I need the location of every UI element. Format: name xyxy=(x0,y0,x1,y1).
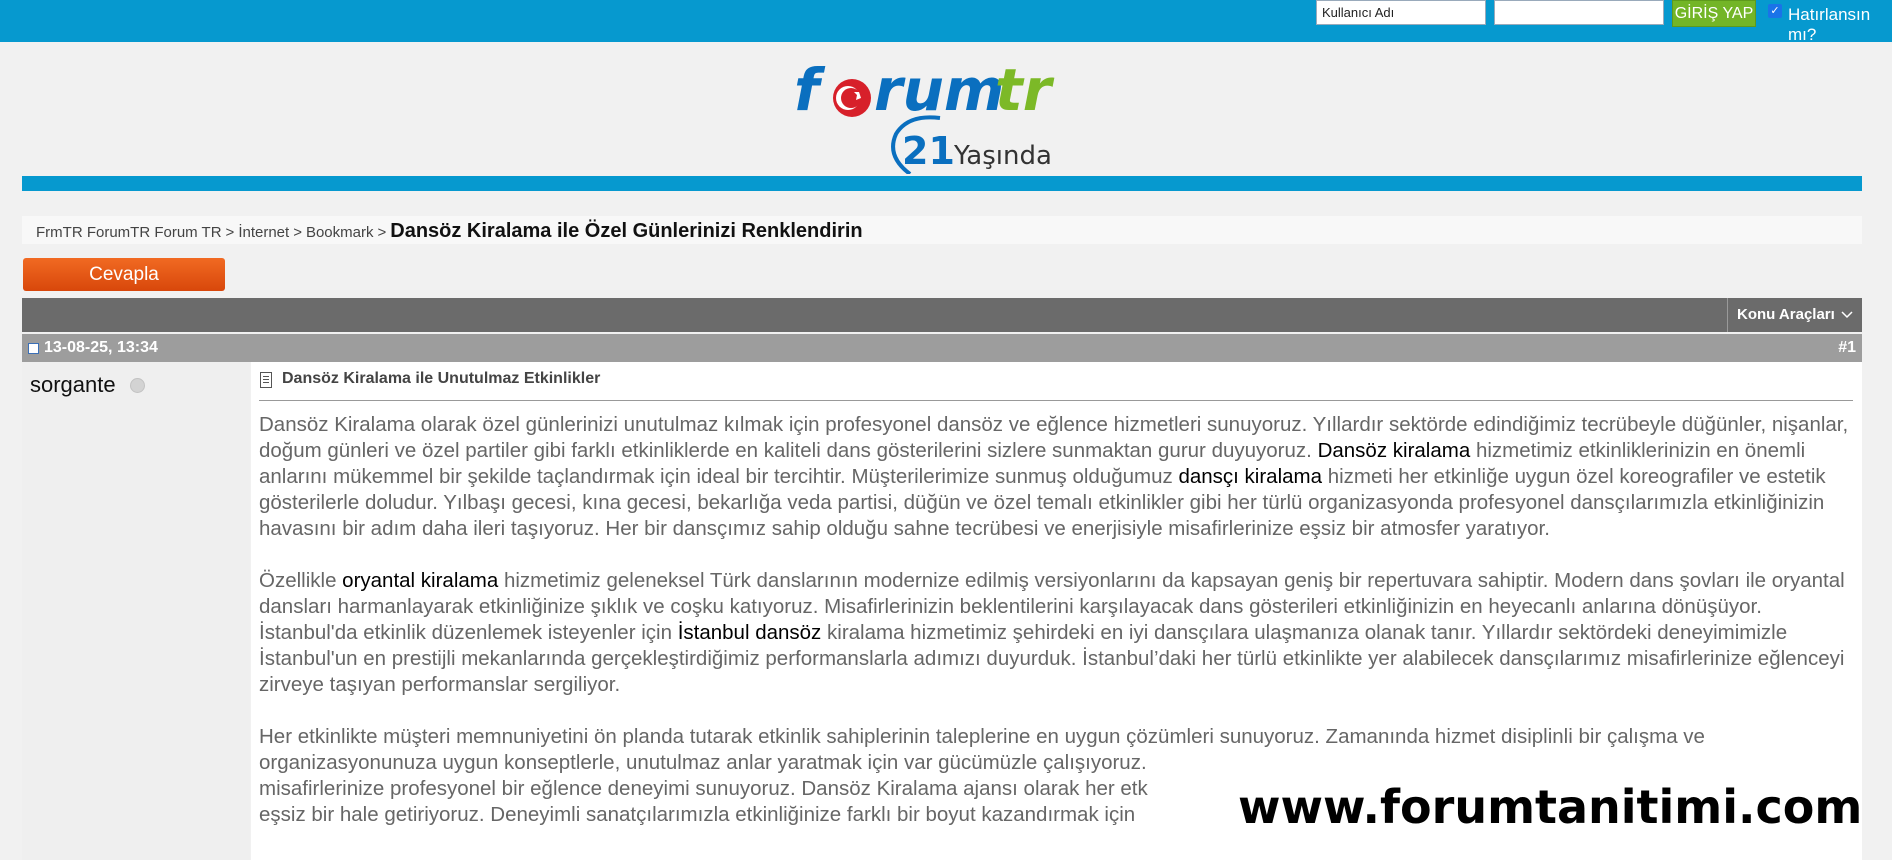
post-text: Özellikle xyxy=(259,569,337,592)
svg-text:rum: rum xyxy=(874,56,1005,124)
username-input[interactable]: Kullanıcı Adı xyxy=(1316,0,1486,25)
watermark-banner: www.forumtanitimi.com xyxy=(1238,780,1863,834)
post-title-divider xyxy=(259,400,1853,401)
post-number-link[interactable]: #1 xyxy=(1838,339,1856,356)
document-icon xyxy=(260,372,272,388)
post-paragraph xyxy=(259,568,1859,698)
post-text: misafirlerinize profesyonel bir eğlence deneyimi sunuyoruz. Dansöz Kiralama ajansı olarak her etk xyxy=(259,777,1148,800)
post-title: Dansöz Kiralama ile Unutulmaz Etkinlikler xyxy=(282,370,601,387)
oryantal-kiralama-link[interactable]: oryantal kiralama xyxy=(342,569,499,592)
breadcrumb-separator: > xyxy=(377,224,387,241)
thread-tools-menu[interactable] xyxy=(1727,298,1862,332)
breadcrumb-link-home[interactable]: FrmTR ForumTR Forum TR xyxy=(36,224,222,241)
page-title: Dansöz Kiralama ile Özel Günlerinizi Renklendirin xyxy=(390,220,863,242)
breadcrumb-link-bookmark[interactable]: Bookmark xyxy=(305,224,374,241)
dansci-kiralama-link[interactable]: dansçı kiralama xyxy=(1178,465,1322,488)
remember-checkbox[interactable]: ✓ xyxy=(1768,4,1782,18)
svg-text:21: 21 xyxy=(902,129,955,173)
post-text: kiralama hizmetimiz şehirdeki en iyi dansçılara ulaşmanıza olanak tanır. Yıllardır sektördeki deneyimimizle İstanbul'un en prestijli mekanlarında gerçekleştirdiğimiz performanslarla adımızı duyurduk. İstanbul’daki her türlü etkinlikte yer alabilecek dansçılarımız misafirlerinize eğlenceyi zirveye taşıyan performanslar sergiliyor. xyxy=(259,621,1845,696)
post-author-panel xyxy=(22,362,250,860)
svg-text:f: f xyxy=(794,56,820,124)
header-divider xyxy=(22,176,1862,191)
post-text: hizmetimiz etkinliklerinizin en önemli anlarını mükemmel bir şekilde taçlandırmak için ideal bir tercihtir. Müşterilerimize sunmuş olduğumuz xyxy=(259,439,1806,488)
post-text: hizmeti her etkinliğe uygun özel koreografiler ve estetik gösterilerle doludur. Yılbaşı gecesi, kına gecesi, bekarlığa veda partisi, düğün ve özel temalı etkinlikler gibi her türlü organizasyonda profesyonel dansçılarımızla etkinliğinizin havasını bir adım daha ileri taşıyoruz. Her bir dansçımız sahip olduğu sahne tecrübesi ve enerjisiyle misafirlerinize eşsiz bir atmosfer yaratıyor. xyxy=(259,465,1826,540)
svg-text:Yaşında: Yaşında xyxy=(954,141,1052,171)
istanbul-dansoz-link[interactable]: İstanbul dansöz xyxy=(677,621,822,644)
author-username[interactable]: sorgante xyxy=(30,372,116,397)
post-text: Dansöz Kiralama olarak özel günlerinizi unutulmaz kılmak için profesyonel dansöz ve eğlence hizmetleri sunuyoruz. Yıllardır sektörde edindiğimiz tecrübeyle düğünler, nişanlar, doğum günleri ve özel partiler gibi farklı etkinliklerde en kaliteli dans gösterilerini sizlere sunmaktan gurur duyuyoruz. xyxy=(259,413,1849,462)
post-text: hizmetimiz geleneksel Türk danslarının modernize edilmiş versiyonlarını da kapsayan geniş bir repertuvara sahiptir. Modern dans şovları ile oryantal dansları harmanlayarak etkinliğinize şıklık ve coşku katıyoruz. Misafirlerinizin beklentilerini karşılayacak dans gösterileri etkinliğinizin en heyecanlı anlarına dönüşüyor. İstanbul'da etkinlik düzenlemek isteyenler için xyxy=(259,569,1845,644)
site-logo[interactable] xyxy=(790,56,1070,174)
breadcrumb-separator: > xyxy=(293,224,302,241)
post-text: eşsiz bir hale getiriyoruz. Deneyimli sanatçılarımızla etkinliğinize farklı bir boyut kazandırmak için xyxy=(259,803,1136,826)
top-bar xyxy=(0,0,1892,42)
breadcrumb xyxy=(22,216,1862,244)
offline-status-icon xyxy=(130,378,145,393)
post-status-icon xyxy=(28,343,39,354)
thread-toolbar xyxy=(22,298,1862,332)
post-text: organizasyonunuza uygun konseptlerle, unutulmaz anlar yaratmak için var gücümüzle çalışıyoruz. xyxy=(259,751,1147,774)
post-paragraph xyxy=(259,412,1859,542)
remember-label: Hatırlansın mı? xyxy=(1788,5,1871,44)
forumtr-logo-graphic xyxy=(790,56,1070,174)
login-button[interactable]: GİRİŞ YAP xyxy=(1672,0,1756,27)
post-date: 13-08-25, 13:34 xyxy=(44,339,158,356)
password-input[interactable] xyxy=(1494,0,1664,25)
post-header xyxy=(22,334,1862,362)
dansoz-kiralama-link[interactable]: Dansöz kiralama xyxy=(1317,439,1471,462)
svg-text:tr: tr xyxy=(995,56,1052,124)
breadcrumb-link-internet[interactable]: İnternet xyxy=(238,224,290,241)
thread-tools-label: Konu Araçları xyxy=(1737,306,1835,323)
chevron-down-icon xyxy=(1841,311,1853,319)
post-text: Her etkinlikte müşteri memnuniyetini ön planda tutarak etkinlik sahiplerinin taleplerine en uygun çözümleri sunuyoruz. Zamanında hizmet disiplinli bir çalışma ve xyxy=(259,725,1705,748)
reply-button[interactable]: Cevapla xyxy=(23,258,225,291)
breadcrumb-separator: > xyxy=(225,224,235,241)
